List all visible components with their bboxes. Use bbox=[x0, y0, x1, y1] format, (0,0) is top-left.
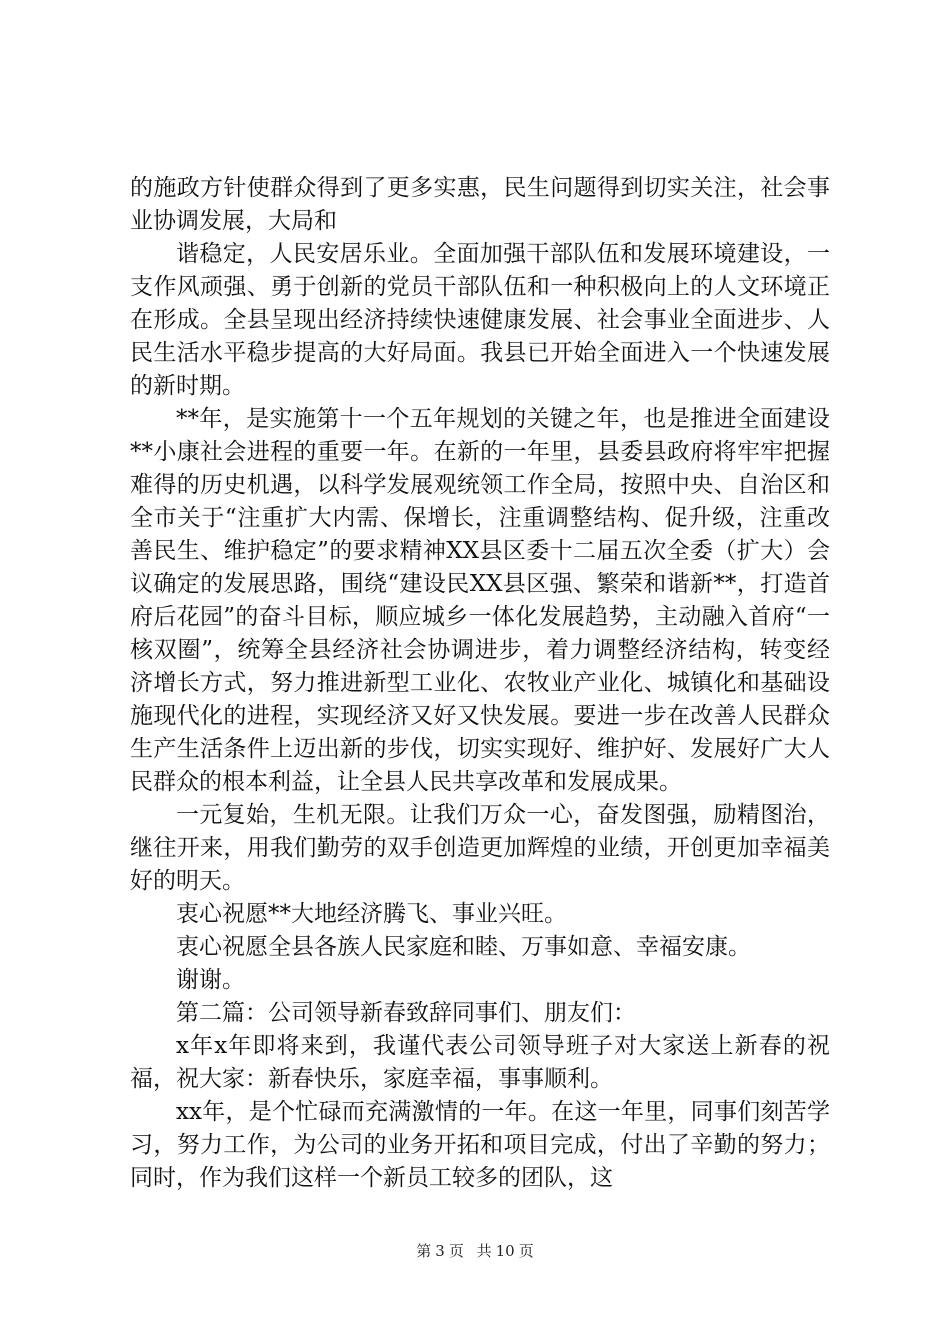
paragraph-7: 谢谢。 bbox=[176, 967, 245, 993]
paragraph-10: xx年，是个忙碌而充满激情的一年。在这一年里，同事们刻苦学习，努力工作，为公司的业务开拓和项目完成，付出了辛勤的努力；同时，作为我们这样一个新员工较多的团队，这 bbox=[130, 1099, 830, 1191]
page-total bbox=[475, 1242, 536, 1260]
total-label-prefix: 共 bbox=[476, 1242, 492, 1260]
page-label-prefix: 第 bbox=[416, 1242, 432, 1260]
paragraph-9: x年x年即将来到，我谨代表公司领导班子对大家送上新春的祝福，祝大家：新春快乐，家庭幸福，事事顺利。 bbox=[130, 1033, 830, 1092]
paragraph-6: 衷心祝愿全县各族人民家庭和睦、万事如意、幸福安康。 bbox=[176, 934, 751, 960]
paragraph-5: 衷心祝愿**大地经济腾飞、事业兴旺。 bbox=[176, 901, 567, 927]
document-body bbox=[130, 172, 830, 1195]
page-footer bbox=[0, 1241, 950, 1261]
page-number bbox=[414, 1242, 466, 1260]
paragraph-2: 谐稳定，人民安居乐业。全面加强干部队伍和发展环境建设，一支作风顽强、勇于创新的党员干部队伍和一种积极向上的人文环境正在形成。全县呈现出经济持续快速健康发展、社会事业全面进步、人民生活水平稳步提高的大好局面。我县已开始全面进入一个快速发展的新时期。 bbox=[130, 241, 830, 399]
paragraph-1: 的施政方针使群众得到了更多实惠，民生问题得到切实关注，社会事业协调发展，大局和 bbox=[130, 175, 830, 234]
paragraph-8: 第二篇：公司领导新春致辞同事们、朋友们： bbox=[176, 1000, 636, 1026]
page-label-suffix: 页 bbox=[448, 1242, 464, 1260]
paragraph-3: **年，是实施第十一个五年规划的关键之年，也是推进全面建设**小康社会进程的重要一年。在新的一年里，县委县政府将牢牢把握难得的历史机遇，以科学发展观统领工作全局，按照中央、自治区和全市关于“注重扩大内需、保增长，注重调整结构、促升级，注重改善民生、维护稳定”的要求精神XX县区委十二届五次全委（扩大）会议确定的发展思路，围绕“建设民XX县区强、繁荣和谐新**，打造首府后花园”的奋斗目标，顺应城乡一体化发展趋势，主动融入首府“一核双圈”，统筹全县经济社会协调进步，着力调整经济结构，转变经济增长方式，努力推进新型工业化、农牧业产业化、城镇化和基础设施现代化的进程，实现经济又好又快发展。要进一步在改善人民群众生产生活条件上迈出新的步伐，切实实现好、维护好、发展好广大人民群众的根本利益，让全县人民共享改革和发展成果。 bbox=[130, 406, 830, 795]
paragraph-4: 一元复始，生机无限。让我们万众一心，奋发图强，励精图治，继往开来，用我们勤劳的双手创造更加辉煌的业绩，开创更加幸福美好的明天。 bbox=[130, 802, 830, 894]
total-pages: 10 bbox=[495, 1242, 515, 1260]
current-page: 3 bbox=[435, 1242, 445, 1260]
total-label-suffix: 页 bbox=[518, 1242, 534, 1260]
